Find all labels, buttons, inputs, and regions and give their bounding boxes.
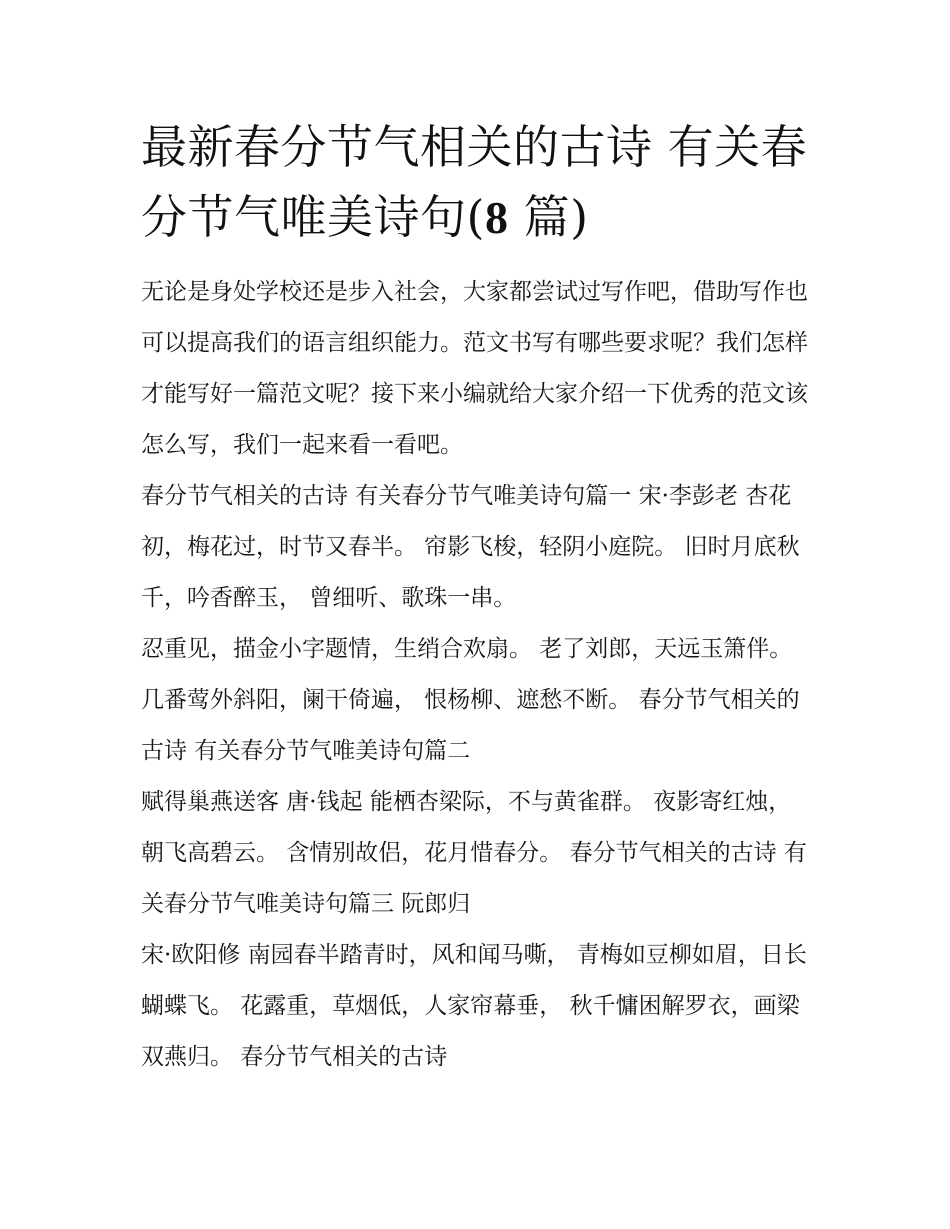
title-suffix: 篇) <box>508 190 589 244</box>
intro-paragraph: 无论是身处学校还是步入社会，大家都尝试过写作吧，借助写作也可以提高我们的语言组织能力。范文书写有哪些要求呢？我们怎样才能写好一篇范文呢？接下来小编就给大家介绍一下优秀的范文该怎么写，我们一起来看一看吧。 <box>141 279 808 458</box>
poem-paragraph: 宋·欧阳修 南园春半踏青时，风和闻马嘶， 青梅如豆柳如眉，日长蝴蝶飞。 花露重，草烟低，人家帘幕垂， 秋千慵困解罗衣，画梁双燕归。 春分节气相关的古诗 <box>141 942 807 1070</box>
poem-paragraph: 赋得巢燕送客 唐·钱起 能栖杏梁际，不与黄雀群。 夜影寄红烛，朝飞高碧云。 含情别故侣，花月惜春分。 春分节气相关的古诗 有关春分节气唯美诗句篇三 阮郎归 <box>141 789 807 917</box>
poem-paragraph: 春分节气相关的古诗 有关春分节气唯美诗句篇一 宋·李彭老 杏花初，梅花过，时节又春半。 帘影飞梭，轻阴小庭院。 旧时月底秋千，吟香醉玉， 曾细听、歌珠一串。 <box>141 483 800 611</box>
poem-paragraph: 忍重见，描金小字题情，生绡合欢扇。 老了刘郎，天远玉箫伴。 几番莺外斜阳，阑干倚遍， 恨杨柳、遮愁不断。 春分节气相关的古诗 有关春分节气唯美诗句篇二 <box>141 636 800 764</box>
title-text: 最新春分节气相关的古诗 有关春分节气唯美诗句( <box>141 120 808 244</box>
document-body <box>141 112 813 1083</box>
title-count: 8 <box>484 192 509 243</box>
document-title <box>141 112 813 253</box>
